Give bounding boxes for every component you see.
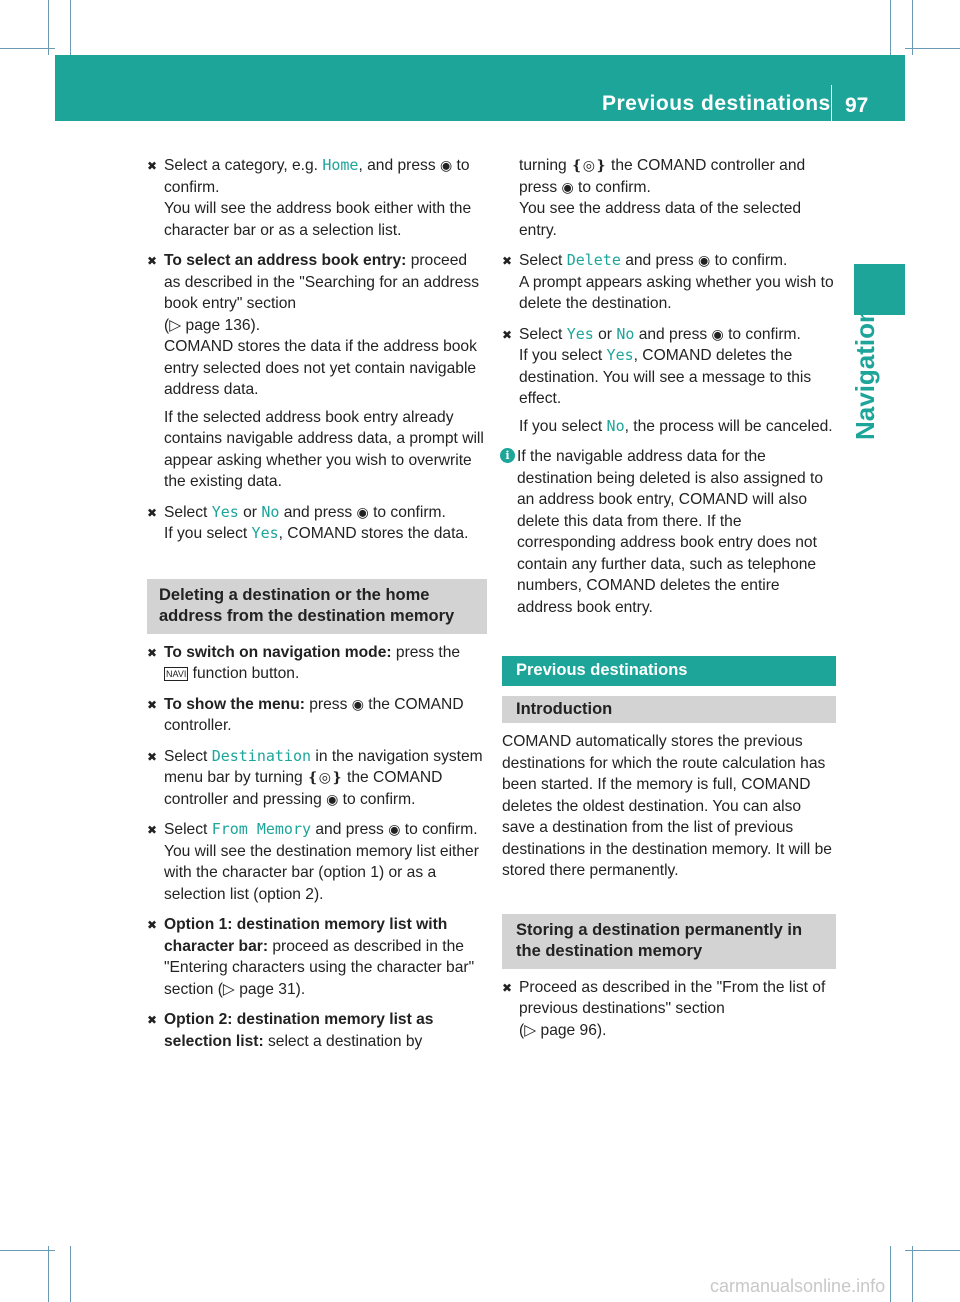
chapter-label: Navigation bbox=[850, 307, 880, 440]
section-heading-deleting: Deleting a destination or the home address from the destination memory bbox=[147, 579, 487, 634]
ui-yes: Yes bbox=[566, 324, 594, 343]
step-select-from-memory: ✖ Select From Memory and press ◉ to confirm. You will see the destination memory list either with the character bar (option 1) or as a selection list (option 2). bbox=[147, 820, 479, 903]
step-arrow-icon: ✖ bbox=[147, 918, 158, 932]
press-controller-icon: ◉ bbox=[561, 178, 574, 195]
crop-mark bbox=[48, 0, 49, 55]
introduction-text: COMAND automatically stores the previous destinations for which the route calculation has been started. If the memory is full, COMAND deletes the oldest destination. You can also save a destination from the list of previous destinations in the destination memory. It will be stored there permanently. bbox=[502, 733, 832, 879]
section-heading-previous-destinations: Previous destinations bbox=[502, 656, 836, 686]
crop-mark bbox=[912, 0, 913, 55]
crop-mark bbox=[905, 1250, 960, 1251]
ui-destination: Destination bbox=[211, 746, 312, 765]
step-option-1: ✖ Option 1: destination memory list with character bar: proceed as described in the "Entering characters using the character bar" section (▷ page 31). bbox=[147, 916, 475, 998]
page-reference: (▷ page 136). bbox=[164, 316, 261, 334]
crop-mark bbox=[912, 1246, 913, 1302]
page-title: Previous destinations bbox=[602, 92, 831, 115]
column-right bbox=[502, 155, 836, 1050]
step-arrow-icon: ✖ bbox=[147, 1013, 158, 1027]
crop-mark bbox=[0, 48, 55, 49]
step-arrow-icon: ✖ bbox=[147, 697, 158, 712]
step-arrow-icon: ✖ bbox=[502, 254, 513, 268]
step-show-menu: ✖ To show the menu: press ◉ the COMAND controller. bbox=[147, 695, 464, 734]
ui-delete: Delete bbox=[566, 251, 621, 269]
turn-controller-icon: ❴◎❵ bbox=[307, 769, 343, 785]
header-divider bbox=[831, 85, 832, 121]
step-arrow-icon: ✖ bbox=[502, 980, 513, 995]
step-arrow-icon: ✖ bbox=[147, 823, 158, 837]
column-left bbox=[147, 155, 487, 1061]
ui-from-memory: From Memory bbox=[211, 820, 312, 838]
press-controller-icon: ◉ bbox=[711, 325, 724, 342]
step-select-yes-no: ✖ Select Yes or No and press ◉ to confirm. If you select Yes, COMAND stores the data. bbox=[147, 502, 469, 542]
info-note: i If the navigable address data for the destination being deleted is also assigned to an address book entry, COMAND will also delete this data from there. If the corresponding address book entry does not contain any further data, such as telephone numbers, COMAND deletes the entire address book entry. bbox=[500, 446, 836, 618]
ui-yes: Yes bbox=[251, 524, 279, 542]
ui-home: Home bbox=[322, 156, 359, 174]
step-arrow-icon: ✖ bbox=[147, 505, 158, 520]
press-controller-icon: ◉ bbox=[439, 157, 453, 173]
press-controller-icon: ◉ bbox=[326, 790, 339, 807]
crop-mark bbox=[890, 1246, 891, 1302]
crop-mark bbox=[890, 0, 891, 55]
ui-no: No bbox=[606, 416, 625, 435]
subheading-introduction: Introduction bbox=[502, 696, 836, 724]
crop-mark bbox=[0, 1250, 55, 1251]
step-select-category: ✖ Select a category, e.g. Home, and press ◉ to confirm. You will see the address book either with the character bar or as a selection list. bbox=[147, 156, 472, 239]
step-navigation-mode: ✖ To switch on navigation mode: press the NAVI function button. bbox=[147, 643, 461, 682]
step-option-2: ✖ Option 2: destination memory list as selection list: select a destination by bbox=[147, 1011, 434, 1050]
crop-mark bbox=[70, 1246, 71, 1302]
turn-controller-icon: ❴◎❵ bbox=[571, 157, 607, 173]
page-number: 97 bbox=[845, 94, 869, 117]
step-arrow-icon: ✖ bbox=[502, 327, 513, 342]
step-arrow-icon: ✖ bbox=[147, 749, 158, 764]
watermark: carmanualsonline.info bbox=[710, 1276, 886, 1296]
navi-button-icon: NAVI bbox=[166, 669, 187, 679]
subheading-storing-destination: Storing a destination permanently in the destination memory bbox=[502, 914, 836, 969]
info-icon: i bbox=[500, 448, 515, 463]
press-controller-icon: ◉ bbox=[351, 695, 364, 712]
ui-yes: Yes bbox=[211, 502, 239, 521]
step-select-address-entry: ✖ To select an address book entry: proceed as described in the "Searching for an address book entry" section (▷ page 136). COMAND stores the data if the address book entry selected does not yet contain navigable address data. If the selected address book entry already contains navigable address data, a prompt will appear asking whether you wish to overwrite the existing data. bbox=[147, 252, 484, 490]
crop-mark bbox=[70, 0, 71, 55]
step-proceed-from-list: ✖ Proceed as described in the "From the list of previous destinations" section (▷ page 96). bbox=[502, 978, 826, 1039]
step-select-delete: ✖ Select Delete and press ◉ to confirm. A prompt appears asking whether you wish to delete the destination. bbox=[502, 251, 834, 312]
ui-no: No bbox=[261, 502, 280, 521]
crop-mark bbox=[905, 48, 960, 49]
step-arrow-icon: ✖ bbox=[147, 645, 158, 660]
ui-no: No bbox=[616, 324, 635, 343]
step-select-destination: ✖ Select Destination in the navigation system menu bar by turning ❴◎❵ the COMAND controller and pressing ◉ to confirm. bbox=[147, 746, 487, 811]
press-controller-icon: ◉ bbox=[388, 821, 401, 837]
press-controller-icon: ◉ bbox=[698, 252, 711, 268]
step-arrow-icon: ✖ bbox=[147, 159, 158, 173]
step-arrow-icon: ✖ bbox=[147, 254, 158, 268]
page-reference: (▷ page 96). bbox=[519, 1021, 607, 1039]
ui-yes: Yes bbox=[606, 346, 634, 364]
step-continuation: turning ❴◎❵ the COMAND controller and press ◉ to confirm. You see the address data of the selected entry. bbox=[519, 157, 806, 239]
press-controller-icon: ◉ bbox=[356, 503, 369, 520]
crop-mark bbox=[48, 1246, 49, 1302]
step-confirm-delete: ✖ Select Yes or No and press ◉ to confirm. If you select Yes, COMAND deletes the destination. You will see a message to this effect. If you select No, the process will be canceled. bbox=[502, 324, 833, 435]
